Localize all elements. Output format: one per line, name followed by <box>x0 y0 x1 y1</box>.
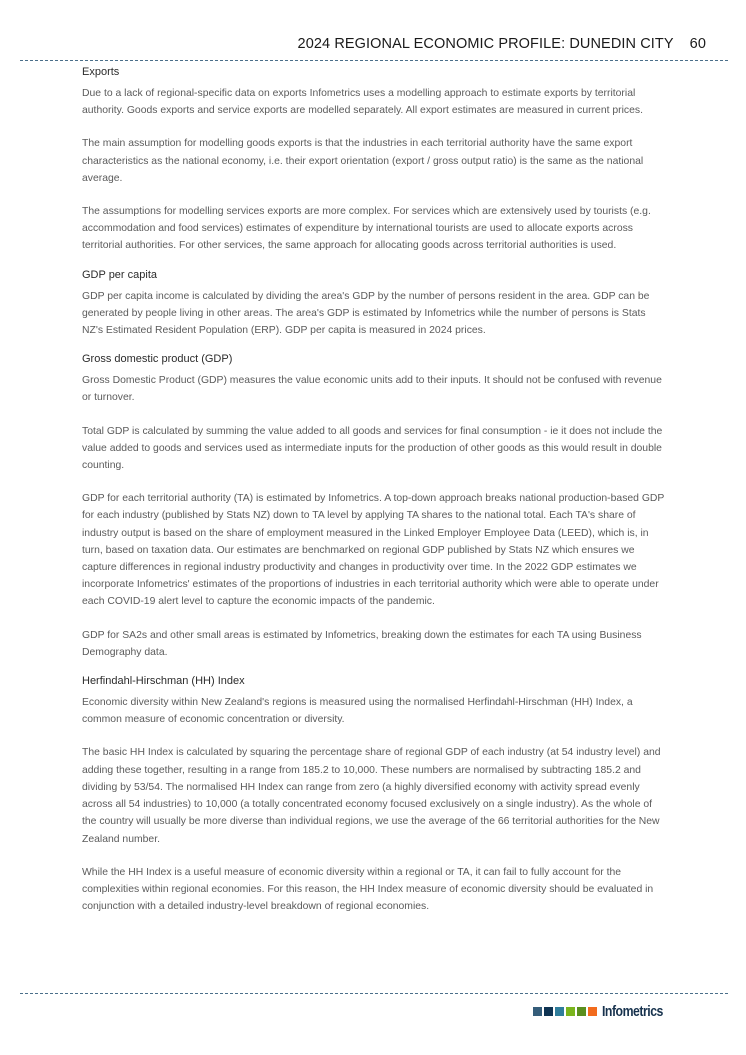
section-heading: GDP per capita <box>82 268 158 281</box>
logo-square-icon <box>544 1007 553 1016</box>
section-gdp <box>82 351 668 661</box>
header-divider <box>20 60 728 61</box>
footer-divider <box>20 993 728 994</box>
page-header <box>298 36 706 52</box>
section-exports <box>82 64 668 255</box>
logo-square-icon <box>555 1007 564 1016</box>
document-body <box>82 64 668 931</box>
section-heading: Gross domestic product (GDP) <box>82 353 233 366</box>
logo-square-icon <box>533 1007 542 1016</box>
infometrics-logo <box>533 1004 676 1019</box>
paragraph: GDP for SA2s and other small areas is estimated by Infometrics, breaking down the estimates for each TA using Business Demography data. <box>82 629 642 658</box>
section-gdp-per-capita <box>82 267 668 340</box>
paragraph: GDP for each territorial authority (TA) is estimated by Infometrics. A top-down approach breaks national production-based GDP for each industry (published by Stats NZ) down to TA level by applying TA shares to the national total. Each TA's share of industry output is based on the share of employment measured in the Linked Employer Employee Data (LEED), which is, in turn, based on taxation data. Our estimates are benchmarked on regional GDP published by Stats NZ which ensures we capture differences in regional industry productivity and changes in productivity over time. In the 2022 GDP estimates we incorporate Infometrics' estimates of the proportions of industries in each territorial authority which were able to operate under each COVID-19 alert level to capture the economic impacts of the pandemic. <box>82 493 665 608</box>
section-heading: Herfindahl-Hirschman (HH) Index <box>82 675 245 688</box>
logo-square-icon <box>566 1007 575 1016</box>
logo-square-icon <box>577 1007 586 1016</box>
logo-wordmark: Infometrics <box>602 1003 663 1020</box>
logo-square-icon <box>588 1007 597 1016</box>
paragraph: Total GDP is calculated by summing the value added to all goods and services for final consumption - ie it does not include the value added to goods and services used as intermediate inputs for the production of other goods as this would result in double counting. <box>82 425 663 472</box>
section-hh-index <box>82 673 668 915</box>
section-heading: Exports <box>82 66 120 78</box>
paragraph: The assumptions for modelling services exports are more complex. For services which are extensively used by tourists (e.g. accommodation and food services) estimates of expenditure by international tourists are used to allocate exports across territorial authorities. For other services, the same approach for allocating goods across territorial authorities is used. <box>82 206 651 252</box>
paragraph: The basic HH Index is calculated by squaring the percentage share of regional GDP of each industry (at 54 industry level) and adding these together, resulting in a range from 185.2 to 10,000. These numbers are normalised by subtracting 185.2 and dividing by 53/54. The normalised HH Index can range from zero (a highly diversified economy with activity spread evenly across all 54 industries) to 10,000 (a totally concentrated economy focused exclusively on a single industry). As the whole of the country will usually be more diverse than individual regions, we use the average of the 66 territorial authorities for the New Zealand number. <box>82 747 661 845</box>
paragraph: Gross Domestic Product (GDP) measures the value economic units add to their inputs. It should not be confused with revenue or turnover. <box>82 375 662 404</box>
paragraph: The main assumption for modelling goods exports is that the industries in each territorial authority have the same export characteristics as the national economy, i.e. their export orientation (export / gross output ratio) is the same as the national average. <box>82 138 644 184</box>
page-number: 60 <box>689 36 706 52</box>
report-title: 2024 REGIONAL ECONOMIC PROFILE: DUNEDIN CITY <box>297 36 674 52</box>
paragraph: Economic diversity within New Zealand's regions is measured using the normalised Herfindahl-Hirschman (HH) Index, a common measure of economic concentration or diversity. <box>82 697 633 726</box>
paragraph: While the HH Index is a useful measure of economic diversity within a regional or TA, it can fail to fully account for the complexities within regional economies. For this reason, the HH Index measure of economic diversity should be evaluated in conjunction with a detailed industry-level breakdown of regional economies. <box>82 866 654 913</box>
paragraph: GDP per capita income is calculated by dividing the area's GDP by the number of persons resident in the area. GDP can be generated by people living in other areas. The area's GDP is estimated by Infometrics while the number of persons is Stats NZ's Estimated Resident Population (ERP). GDP per capita is measured in 2024 prices. <box>82 290 650 337</box>
paragraph: Due to a lack of regional-specific data on exports Infometrics uses a modelling approach to estimate exports by territorial authority. Goods exports and service exports are modelled separately. All export estimates are measured in current prices. <box>82 88 643 117</box>
